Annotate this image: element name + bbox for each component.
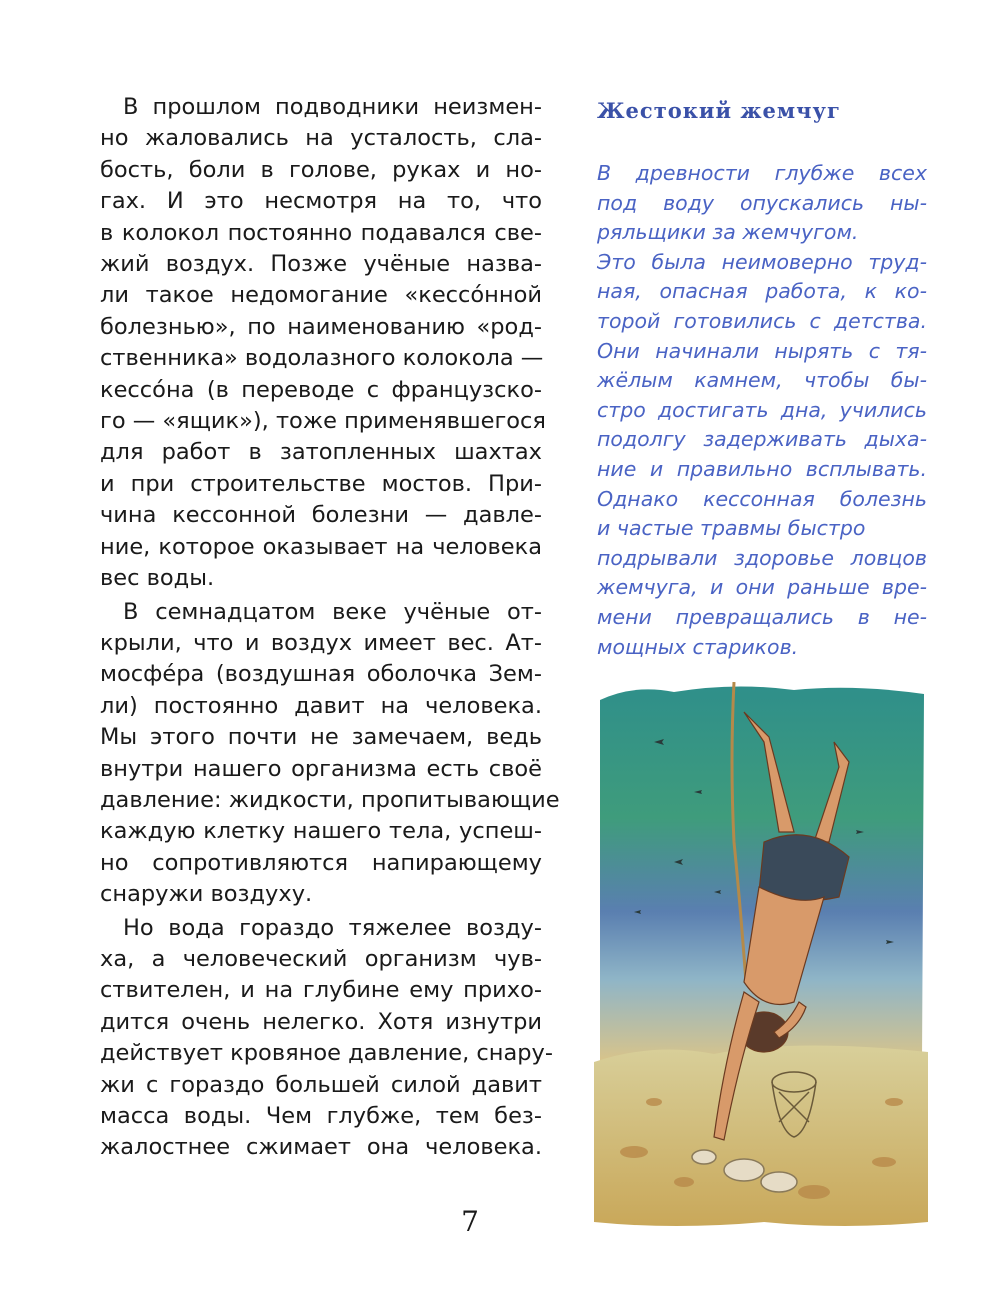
- sidebar-line: ная, опасная работа, к ко-: [597, 279, 927, 304]
- text-line: в колокол постоянно подавался све-: [100, 219, 542, 246]
- page-number: 7: [461, 1205, 479, 1238]
- paragraph-2: [100, 597, 560, 911]
- seabed: [594, 1045, 928, 1226]
- text-line: каждую клетку нашего тела, успеш-: [100, 818, 542, 845]
- text-line: го — «ящик»), тоже применявшегося: [100, 408, 546, 435]
- text-line: внутри нашего организма есть своё: [100, 755, 542, 782]
- text-line: снаружи воздуху.: [100, 881, 313, 908]
- text-line: В семнадцатом веке учёные от-: [123, 598, 542, 625]
- text-line: болезнью», по наименованию «род-: [100, 313, 542, 340]
- sidebar: [597, 98, 927, 662]
- text-line: крыли, что и воздух имеет вес. Ат-: [100, 629, 542, 656]
- text-line: ственника» водолазного колокола —: [100, 345, 544, 372]
- sidebar-title: Жестокий жемчуг: [597, 98, 841, 123]
- text-line: ли такое недомогание «кессóнной: [100, 282, 542, 309]
- text-line: В прошлом подводники неизмен-: [123, 94, 542, 120]
- sidebar-line: ряльщики за жемчугом.: [597, 220, 859, 245]
- text-line: но сопротивляются напирающему: [100, 849, 542, 876]
- text-line: бость, боли в голове, руках и но-: [100, 156, 542, 183]
- text-line: ха, а человеческий организм чув-: [100, 945, 542, 972]
- text-line: но жаловались на усталость, сла-: [100, 125, 542, 152]
- pearl-diver-illustration: [594, 682, 928, 1230]
- article-body: [100, 92, 560, 1164]
- text-line: Мы этого почти не замечаем, ведь: [100, 724, 542, 751]
- text-line: давление: жидкости, пропитывающие: [100, 786, 560, 813]
- sidebar-text: [597, 159, 927, 662]
- text-line: жи с гораздо большей силой давит: [100, 1071, 542, 1098]
- sidebar-line: мени превращались в не-: [597, 604, 927, 629]
- text-line: Но вода гораздо тяжелее возду-: [123, 914, 542, 941]
- sidebar-line: и частые травмы быстро: [597, 516, 866, 541]
- sidebar-line: под воду опускались ны-: [597, 190, 927, 215]
- sidebar-line: торой готовились с детства.: [597, 308, 927, 333]
- sidebar-line: Однако кессонная болезнь: [597, 486, 927, 511]
- sidebar-line: жемчуга, и они раньше вре-: [597, 575, 927, 600]
- text-line: кессóна (в переводе с французско-: [100, 376, 542, 403]
- text-line: ствителен, и на глубине ему прихо-: [100, 977, 542, 1004]
- text-line: мосфéра (воздушная оболочка Зем-: [100, 661, 542, 688]
- sidebar-line: Они начинали нырять с тя-: [597, 338, 927, 363]
- text-line: жалостнее сжимает она человека.: [100, 1134, 542, 1161]
- text-line: для работ в затопленных шахтах: [100, 439, 542, 466]
- text-line: ли) постоянно давит на человека.: [100, 692, 542, 719]
- text-line: масса воды. Чем глубже, тем без-: [100, 1103, 542, 1129]
- paragraph-3: [100, 913, 553, 1164]
- sidebar-line: ние и правильно всплывать.: [597, 456, 927, 481]
- text-line: гах. И это несмотря на то, что: [100, 188, 542, 215]
- text-line: дится очень нелегко. Хотя изнутри: [100, 1008, 542, 1035]
- text-line: жий воздух. Позже учёные назва-: [100, 251, 542, 278]
- sidebar-line: подрывали здоровье ловцов: [597, 545, 927, 570]
- sidebar-line: стро достигать дна, учились: [597, 397, 927, 422]
- sidebar-line: мощных стариков.: [597, 634, 799, 659]
- paragraph-1: [100, 92, 546, 595]
- sidebar-line: В древности глубже всех: [597, 161, 927, 185]
- text-line: ние, которое оказывает на человека: [100, 533, 542, 560]
- sidebar-line: жёлым камнем, чтобы бы-: [597, 368, 927, 393]
- sidebar-line: Это была неимоверно труд-: [597, 249, 927, 274]
- text-line: чина кессонной болезни — давле-: [100, 502, 542, 529]
- sidebar-line: подолгу задерживать дыха-: [597, 427, 927, 452]
- text-line: и при строительстве мостов. При-: [100, 470, 542, 497]
- text-line: вес воды.: [100, 565, 215, 592]
- text-line: действует кровяное давление, снару-: [100, 1040, 553, 1067]
